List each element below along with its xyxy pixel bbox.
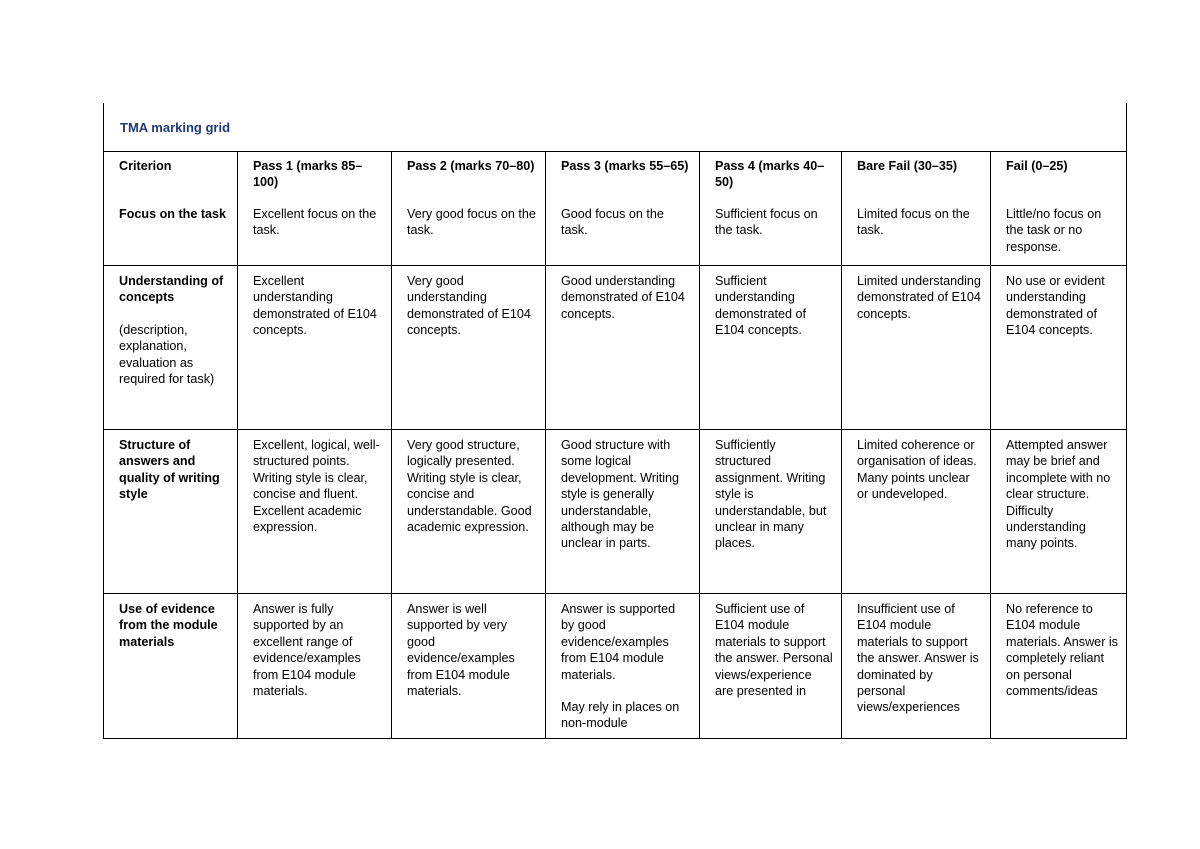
header-pass1: Pass 1 (marks 85–100) bbox=[237, 151, 391, 199]
header-pass4: Pass 4 (marks 40–50) bbox=[699, 151, 841, 199]
header-pass3: Pass 3 (marks 55–65) bbox=[545, 151, 699, 199]
table-row bbox=[103, 594, 1127, 739]
pass2-cell: Very good structure, logically presented. Writing style is clear, concise and understandable. Good academic expression. bbox=[391, 430, 545, 593]
table-row bbox=[103, 199, 1127, 266]
pass4-cell: Sufficient understanding demonstrated of E104 concepts. bbox=[699, 266, 841, 429]
header-row bbox=[103, 151, 1127, 199]
pass2-cell: Very good understanding demonstrated of E104 concepts. bbox=[391, 266, 545, 429]
fail-cell: No use or evident understanding demonstrated of E104 concepts. bbox=[990, 266, 1126, 429]
header-criterion: Criterion bbox=[119, 159, 172, 173]
criterion-label: Focus on the task bbox=[119, 207, 227, 221]
criterion-note: (description, explanation, evaluation as required for task) bbox=[119, 322, 215, 387]
bare-fail-cell: Limited understanding demonstrated of E104 concepts. bbox=[841, 266, 990, 429]
header-bare-fail: Bare Fail (30–35) bbox=[841, 151, 990, 199]
pass2-cell: Very good focus on the task. bbox=[391, 199, 545, 265]
criterion-label: Use of evidence from the module materials bbox=[119, 602, 218, 649]
criterion-label: Structure of answers and quality of writing style bbox=[119, 438, 220, 502]
criterion-label: Understanding of concepts bbox=[119, 274, 224, 305]
fail-cell: No reference to E104 module materials. Answer is completely reliant on personal comments/ideas bbox=[990, 594, 1126, 738]
pass1-cell: Answer is fully supported by an excellent range of evidence/examples from E104 module materials. bbox=[237, 594, 391, 738]
fail-cell: Attempted answer may be brief and incomplete with no clear structure. Difficulty understanding many points. bbox=[990, 430, 1126, 593]
criterion-cell bbox=[104, 594, 237, 738]
pass4-cell: Sufficient use of E104 module materials to support the answer. Personal views/experience are presented in bbox=[699, 594, 841, 738]
pass3-extra-text: May rely in places on non-module bbox=[561, 700, 680, 731]
pass3-cell bbox=[545, 594, 699, 738]
pass3-text: Answer is supported by good evidence/examples from E104 module materials. bbox=[561, 602, 676, 682]
header-pass2: Pass 2 (marks 70–80) bbox=[391, 151, 545, 199]
fail-cell: Little/no focus on the task or no response. bbox=[990, 199, 1126, 265]
criterion-cell bbox=[104, 430, 237, 593]
pass1-cell: Excellent, logical, well-structured points. Writing style is clear, concise and fluent. Excellent academic expression. bbox=[237, 430, 391, 593]
table-row bbox=[103, 266, 1127, 430]
bare-fail-cell: Insufficient use of E104 module materials to support the answer. Answer is dominated by personal views/experiences bbox=[841, 594, 990, 738]
pass4-cell: Sufficiently structured assignment. Writing style is understandable, but unclear in many places. bbox=[699, 430, 841, 593]
table-title-row bbox=[103, 103, 1127, 152]
header-fail: Fail (0–25) bbox=[990, 151, 1126, 199]
bare-fail-cell: Limited focus on the task. bbox=[841, 199, 990, 265]
pass4-cell: Sufficient focus on the task. bbox=[699, 199, 841, 265]
bare-fail-cell: Limited coherence or organisation of ideas. Many points unclear or undeveloped. bbox=[841, 430, 990, 593]
pass2-cell: Answer is well supported by very good evidence/examples from E104 module materials. bbox=[391, 594, 545, 738]
pass3-cell: Good structure with some logical development. Writing style is generally understandable, although may be unclear in parts. bbox=[545, 430, 699, 593]
marking-grid-table bbox=[103, 103, 1126, 739]
pass3-cell: Good focus on the task. bbox=[545, 199, 699, 265]
pass3-cell: Good understanding demonstrated of E104 concepts. bbox=[545, 266, 699, 429]
criterion-cell bbox=[104, 266, 237, 429]
criterion-cell bbox=[104, 199, 237, 265]
table-title: TMA marking grid bbox=[120, 120, 231, 135]
table-row bbox=[103, 430, 1127, 594]
pass1-cell: Excellent focus on the task. bbox=[237, 199, 391, 265]
pass1-cell: Excellent understanding demonstrated of E104 concepts. bbox=[237, 266, 391, 429]
